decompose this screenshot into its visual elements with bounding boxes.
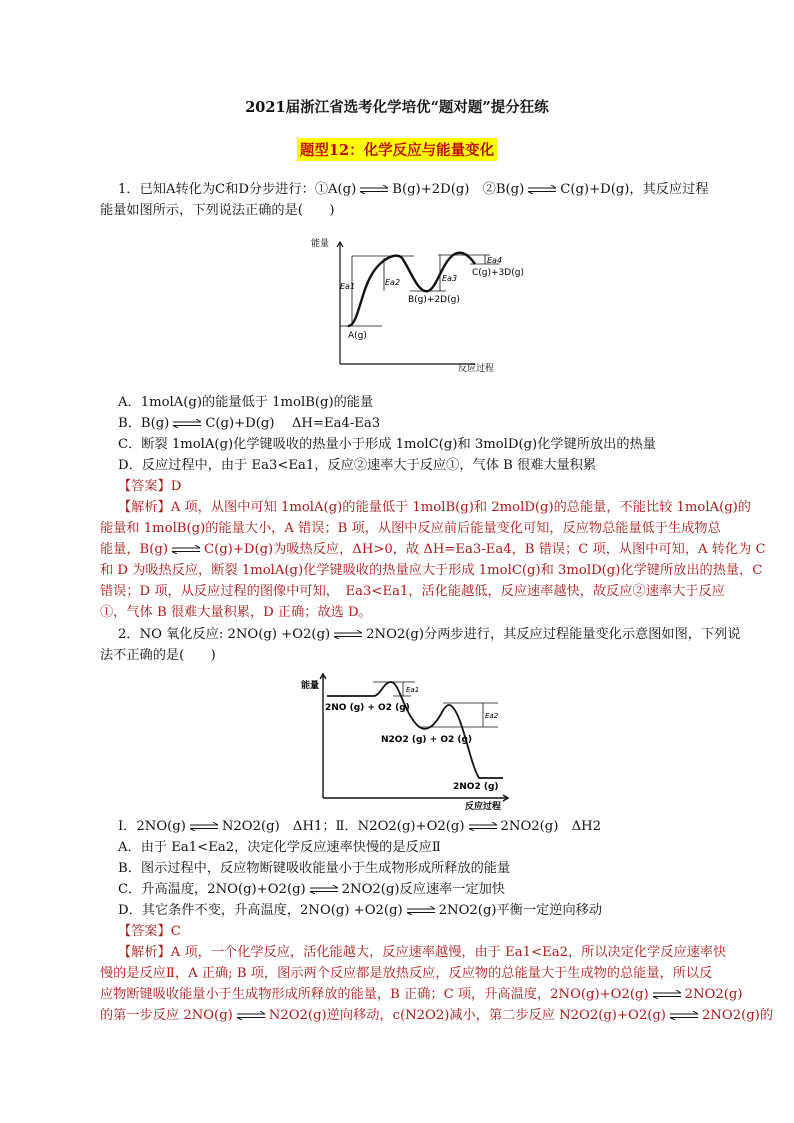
q2-option-b: B．图示过程中，反应物断键吸收能量小于生成物形成所释放的能量 [118, 861, 511, 876]
q1-energy-diagram [310, 234, 535, 374]
q2-explanation-part: 的第一步反应 2NO(g) [100, 1008, 233, 1023]
q2-energy-curve [327, 682, 503, 778]
section-subtitle: 题型12：化学反应与能量变化 [297, 138, 497, 161]
q1-label-a: A(g) [348, 331, 367, 341]
subtitle-wrap [0, 138, 794, 161]
q2-ea2-label: Ea2 [485, 712, 499, 720]
q2-energy-diagram [293, 670, 518, 810]
q1-explanation-part: 能量，B(g) [100, 542, 168, 557]
q2-stem-part: 2．NO 氧化反应: 2NO(g) +O2(g) [118, 627, 331, 642]
q1-energy-curve [348, 253, 475, 326]
q1-y-axis-label: 能量 [311, 239, 330, 249]
q2-stem-line1 [118, 626, 741, 644]
q1-explanation-line: 和 D 为吸热反应，断裂 1molA(g)化学键吸收的热量应大于形成 1molC(g)和 3molD(g)化学键所放出的热量，C [100, 563, 763, 578]
q1-explanation-line: ①，气体 B 很难大量积累，D 正确；故选 D。 [100, 605, 372, 620]
q1-explanation-line [100, 541, 766, 559]
q2-explanation-part: 应物断键吸收能量小于生成物形成所释放的能量，B 正确；C 项，升高温度，2NO(g)+O2(g) [100, 987, 649, 1002]
q1-x-axis-label: 反应过程 [458, 364, 495, 374]
q2-option-c-part: C．升高温度，2NO(g)+O2(g) [118, 882, 306, 897]
q2-steps-part: N2O2(g) ΔH1；Ⅱ．N2O2(g)+O2(g) [221, 819, 465, 834]
q1-explanation-part: C(g)+D(g)为吸热反应，ΔH>0，故 ΔH=Ea3-Ea4，B 错误；C 项，从图中可知，A 转化为 C [204, 542, 766, 557]
q2-y-axis-label: 能量 [301, 681, 320, 691]
q2-label-reactants: 2NO (g) + O2 (g) [325, 703, 410, 713]
equilibrium-arrow-icon [669, 1011, 699, 1020]
equilibrium-arrow-icon [406, 906, 436, 915]
q1-ea2-label: Ea2 [385, 278, 401, 287]
equilibrium-arrow-icon [652, 990, 682, 999]
q2-explanation-part: 2NO2(g) [684, 987, 743, 1002]
q1-ea1-label: Ea1 [340, 282, 356, 291]
q1-explanation-line: 【解析】A 项，从图中可知 1molA(g)的能量低于 1molB(g)和 2molD(g)的总能量，不能比较 1molA(g)的 [118, 500, 751, 515]
equilibrium-arrow-icon [189, 822, 219, 831]
q2-explanation-part: 2NO2(g)的 [701, 1008, 774, 1023]
q1-stem-line1 [118, 181, 709, 199]
q1-option-b-part: C(g)+D(g) ΔH=Ea4-Ea3 [205, 416, 381, 431]
q1-answer: 【答案】D [118, 479, 182, 494]
q1-ea3-label: Ea3 [442, 274, 458, 283]
equilibrium-arrow-icon [171, 545, 201, 554]
equilibrium-arrow-icon [309, 885, 339, 894]
q1-label-b: B(g)+2D(g) [408, 295, 460, 305]
q1-explanation-line: 错误；D 项，从反应过程的图像中可知， Ea3<Ea1，活化能越低，反应速率越快，故反应②速率大于反应 [100, 584, 725, 599]
q1-stem-line2: 能量如图所示，下列说法正确的是( ) [100, 203, 335, 218]
q1-stem-part: C(g)+D(g)，其反应过程 [560, 182, 709, 197]
q2-explanation-part: N2O2(g)逆向移动，c(N2O2)减小，第二步反应 N2O2(g)+O2(g) [268, 1008, 666, 1023]
q2-label-product: 2NO2 (g) [453, 782, 499, 792]
equilibrium-arrow-icon [236, 1011, 266, 1020]
q1-ea4-label: Ea4 [487, 256, 503, 265]
q2-ea1-label: Ea1 [406, 686, 420, 694]
equilibrium-arrow-icon [359, 185, 389, 194]
q1-option-b [118, 415, 380, 433]
q1-stem-part: B(g)+2D(g) ②B(g) [392, 182, 525, 197]
document-title: 2021届浙江省选考化学培优“题对题”提分狂练 [245, 99, 549, 116]
q1-stem-part: 1．已知A转化为C和D分步进行：①A(g) [118, 182, 357, 197]
q2-explanation-line: 【解析】A 项，一个化学反应，活化能越大，反应速率越慢，由于 Ea1<Ea2，所以决定化学反应速率快 [118, 945, 727, 960]
q2-steps [118, 818, 601, 836]
q2-answer: 【答案】C [118, 924, 181, 939]
q2-option-d-part: 2NO2(g)平衡一定逆向移动 [438, 903, 603, 918]
q2-option-d-part: D．其它条件不变，升高温度，2NO(g) +O2(g) [118, 903, 403, 918]
q2-x-axis-label: 反应过程 [465, 802, 502, 810]
q2-stem-part: 2NO2(g)分两步进行，其反应过程能量变化示意图如图，下列说 [366, 627, 741, 642]
q2-explanation-line [100, 986, 743, 1004]
q1-option-b-part: B．B(g) [118, 416, 170, 431]
q1-option-a: A．1molA(g)的能量低于 1molB(g)的能量 [118, 395, 374, 410]
q1-option-d: D．反应过程中，由于 Ea3<Ea1，反应②速率大于反应①，气体 B 很难大量积累 [118, 458, 597, 473]
equilibrium-arrow-icon [527, 185, 557, 194]
q1-explanation-line: 能量和 1molB(g)的能量大小，A 错误；B 项，从图中反应前后能量变化可知，反应物总能量低于生成物总 [100, 521, 721, 536]
q2-option-c-part: 2NO2(g)反应速率一定加快 [341, 882, 506, 897]
q2-option-a: A．由于 Ea1<Ea2，决定化学反应速率快慢的是反应Ⅱ [118, 840, 441, 855]
q2-option-d [118, 902, 602, 920]
q2-explanation-line: 慢的是反应Ⅱ，A 正确; B 项，图示两个反应都是放热反应，反应物的总能量大于生成物的总能量，所以反 [100, 966, 713, 981]
q2-option-c [118, 881, 505, 899]
q2-label-intermediate: N2O2 (g) + O2 (g) [381, 735, 473, 745]
q2-steps-part: Ⅰ．2NO(g) [118, 819, 186, 834]
q2-steps-part: 2NO2(g) ΔH2 [500, 819, 601, 834]
equilibrium-arrow-icon [468, 822, 498, 831]
q2-explanation-line [100, 1007, 773, 1025]
q1-label-c: C(g)+3D(g) [472, 268, 524, 278]
q2-stem-line2: 法不正确的是( ) [100, 648, 216, 663]
equilibrium-arrow-icon [172, 419, 202, 428]
q1-option-c: C．断裂 1molA(g)化学键吸收的热量小于形成 1molC(g)和 3molD(g)化学键所放出的热量 [118, 437, 656, 452]
equilibrium-arrow-icon [333, 630, 363, 639]
